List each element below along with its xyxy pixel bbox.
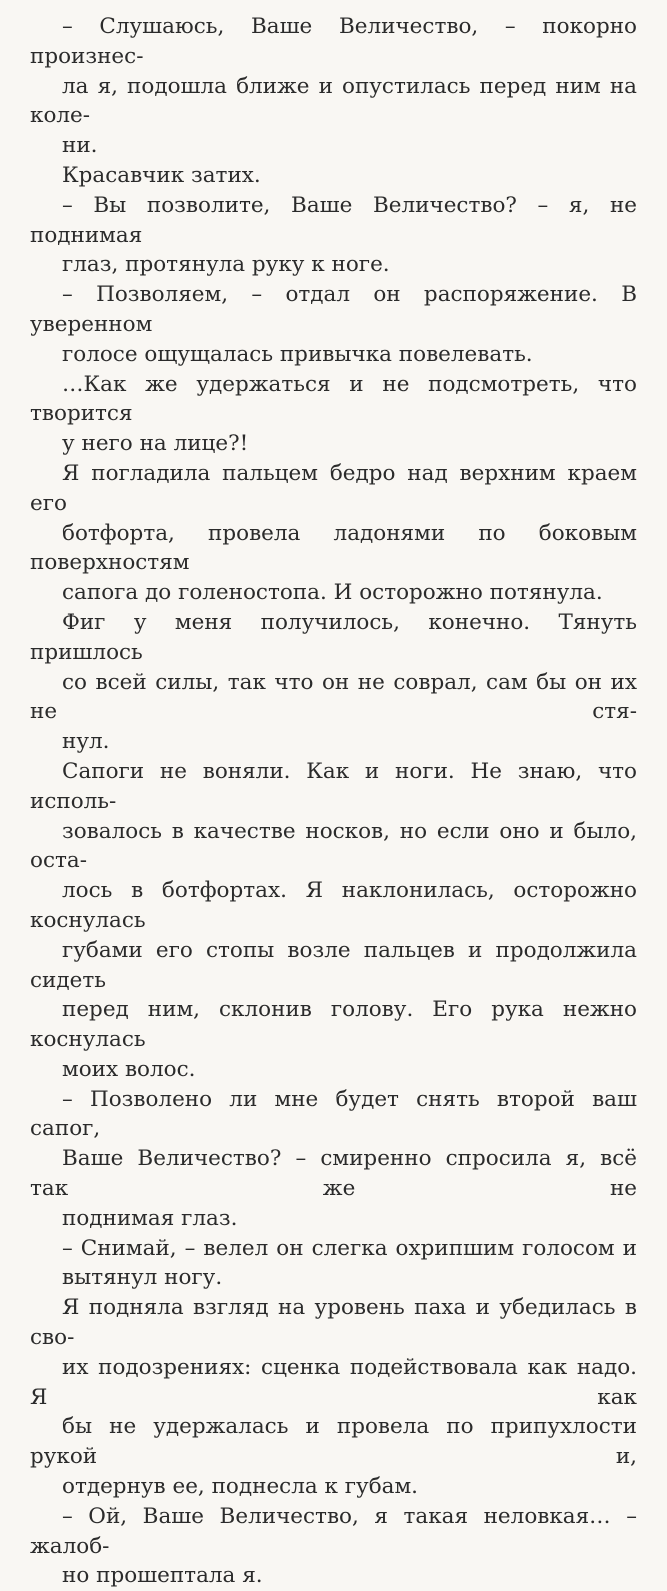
text-line: у него на лице?!	[62, 431, 249, 457]
text-line: зовалось в качестве носков, но если оно и было, оста-	[30, 818, 637, 874]
paragraph	[30, 1502, 637, 1591]
paragraph	[30, 1293, 637, 1502]
paragraph	[30, 1234, 637, 1294]
text-line: глаз, протянула руку к ноге.	[62, 252, 390, 278]
text-line: Ваше Величество? – смиренно спросила я, всё так же не	[30, 1146, 637, 1202]
text-line: ботфорта, провела ладонями по боковым поверхностям	[30, 520, 637, 576]
text-line: лось в ботфортах. Я наклонилась, осторожно коснулась	[30, 878, 637, 933]
text-line: голосе ощущалась привычка повелевать.	[62, 341, 533, 367]
text-line: ни.	[62, 133, 98, 159]
text-body	[30, 12, 637, 1591]
paragraph	[30, 608, 637, 757]
text-line: вытянул ногу.	[62, 1265, 223, 1291]
text-line: – Позволено ли мне будет снять второй ваш сапог,	[30, 1086, 637, 1142]
text-line: Я погладила пальцем бедро над верхним краем его	[30, 460, 637, 516]
text-line: Фиг у меня получилось, конечно. Тянуть пришлось	[30, 609, 637, 665]
text-line: со всей силы, так что он не соврал, сам бы он их не стя-	[30, 669, 637, 725]
text-line: но прошептала я.	[62, 1563, 263, 1589]
text-line: моих волос.	[62, 1056, 196, 1082]
paragraph	[30, 280, 637, 369]
text-line: отдернув ее, поднесла к губам.	[62, 1474, 419, 1500]
text-line: – Вы позволите, Ваше Величество? – я, не поднимая	[30, 192, 637, 248]
text-line: их подозрениях: сценка подействовала как надо. Я как	[30, 1354, 637, 1410]
text-line: – Снимай, – велел он слегка охрипшим голосом и	[62, 1235, 637, 1261]
text-line: Сапоги не воняли. Как и ноги. Не знаю, что исполь-	[30, 758, 637, 814]
paragraph	[30, 12, 637, 161]
text-line: Я подняла взгляд на уровень паха и убедилась в сво-	[30, 1295, 637, 1351]
text-line: – Слушаюсь, Ваше Величество, – покорно произнес-	[30, 14, 637, 69]
paragraph	[30, 370, 637, 459]
paragraph	[30, 1085, 637, 1234]
text-line: нул.	[62, 729, 110, 755]
text-line: бы не удержалась и провела по припухлости рукой и,	[30, 1414, 637, 1470]
text-line: сапога до голеностопа. И осторожно потянула.	[62, 580, 603, 606]
paragraph	[30, 459, 637, 608]
paragraph	[30, 161, 637, 191]
text-line: губами его стопы возле пальцев и продолжила сидеть	[30, 937, 637, 993]
text-line: …Как же удержаться и не подсмотреть, что творится	[30, 371, 637, 427]
text-line: Красавчик затих.	[62, 162, 261, 188]
text-line: перед ним, склонив голову. Его рука нежно коснулась	[30, 997, 637, 1053]
text-line: ла я, подошла ближе и опустилась перед ним на коле-	[30, 73, 637, 129]
text-line: поднимая глаз.	[62, 1205, 238, 1231]
text-line: – Позволяем, – отдал он распоряжение. В уверенном	[30, 282, 637, 337]
text-line: – Ой, Ваше Величество, я такая неловкая… – жалоб-	[30, 1503, 637, 1559]
paragraph	[30, 191, 637, 280]
paragraph	[30, 757, 637, 1085]
